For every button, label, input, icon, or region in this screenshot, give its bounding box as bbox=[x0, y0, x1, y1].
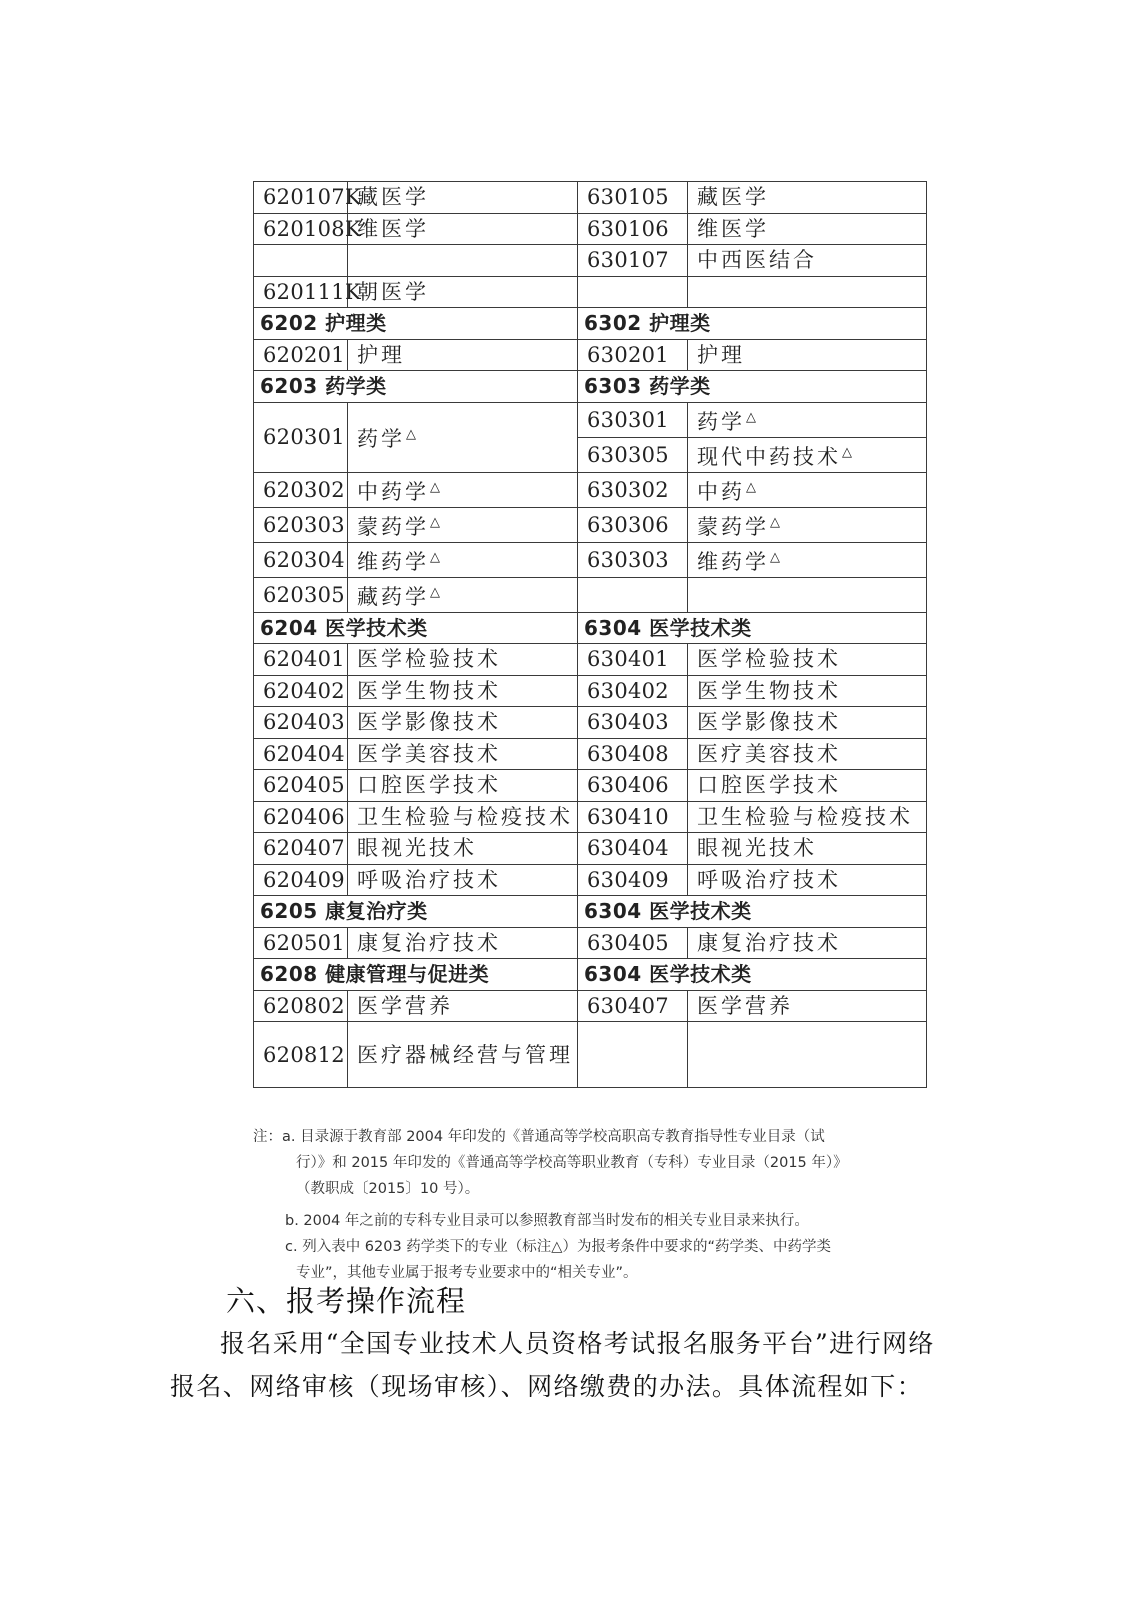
category-right bbox=[578, 959, 927, 991]
table-row bbox=[254, 339, 927, 371]
code-left-text: 620802 bbox=[263, 993, 345, 1018]
major-right-text: 蒙药学 bbox=[697, 514, 769, 539]
code-right-text: 630201 bbox=[587, 342, 669, 367]
category-header-row bbox=[254, 612, 927, 644]
code-left-text: 620403 bbox=[263, 710, 345, 735]
code-left-text: 620404 bbox=[263, 741, 345, 766]
major-left bbox=[348, 472, 578, 507]
major-left bbox=[348, 542, 578, 577]
code-left-text: 620201 bbox=[263, 342, 345, 367]
table-row bbox=[254, 864, 927, 896]
code-right-text: 630306 bbox=[587, 512, 669, 537]
category-left-text: 6203 药学类 bbox=[260, 374, 387, 399]
code-right bbox=[578, 675, 688, 707]
category-left bbox=[254, 896, 578, 928]
table-notes bbox=[253, 1124, 933, 1286]
code-left bbox=[254, 707, 348, 739]
major-right bbox=[688, 402, 927, 437]
major-right-text: 康复治疗技术 bbox=[697, 930, 841, 955]
code-right-text: 630303 bbox=[587, 547, 669, 572]
category-right bbox=[578, 308, 927, 340]
category-left bbox=[254, 959, 578, 991]
table-row bbox=[254, 276, 927, 308]
table-row bbox=[254, 245, 927, 277]
code-right-text: 630403 bbox=[587, 710, 669, 735]
table-row bbox=[254, 738, 927, 770]
table-row bbox=[254, 770, 927, 802]
code-right bbox=[578, 437, 688, 472]
code-right-text: 630409 bbox=[587, 867, 669, 892]
code-right-text: 630106 bbox=[587, 216, 669, 241]
major-left bbox=[348, 213, 578, 245]
major-left bbox=[348, 707, 578, 739]
code-right bbox=[578, 577, 688, 612]
major-left-text: 维药学 bbox=[357, 549, 429, 574]
major-right-text: 维药学 bbox=[697, 549, 769, 574]
category-left bbox=[254, 308, 578, 340]
major-right bbox=[688, 577, 927, 612]
major-right-text: 医学检验技术 bbox=[697, 647, 841, 672]
major-left bbox=[348, 738, 578, 770]
major-right bbox=[688, 801, 927, 833]
code-right bbox=[578, 507, 688, 542]
major-right bbox=[688, 507, 927, 542]
table-row bbox=[254, 707, 927, 739]
major-right-text: 中药 bbox=[697, 479, 745, 504]
major-left-text: 医学检验技术 bbox=[357, 647, 501, 672]
code-right-text: 630408 bbox=[587, 741, 669, 766]
major-right bbox=[688, 437, 927, 472]
paragraph-line-1: 报名采用“全国专业技术人员资格考试报名服务平台”进行网络 bbox=[220, 1329, 935, 1358]
note-c-line2: 专业”，其他专业属于报考专业要求中的“相关专业”。 bbox=[296, 1265, 638, 1281]
code-right-text: 630107 bbox=[587, 248, 669, 273]
code-left-text: 620812 bbox=[263, 1042, 345, 1067]
category-left bbox=[254, 371, 578, 403]
major-right bbox=[688, 833, 927, 865]
code-left bbox=[254, 213, 361, 245]
major-left bbox=[348, 801, 578, 833]
category-header-row bbox=[254, 959, 927, 991]
major-left-text: 医学营养 bbox=[357, 993, 453, 1018]
major-right-text: 药学 bbox=[697, 409, 745, 434]
major-left-text: 康复治疗技术 bbox=[357, 930, 501, 955]
table-row bbox=[254, 402, 927, 437]
code-right bbox=[578, 182, 688, 214]
major-right-text: 医学生物技术 bbox=[697, 678, 841, 703]
note-b: b. 2004 年之前的专科专业目录可以参照教育部当时发布的相关专业目录来执行。 bbox=[285, 1213, 809, 1229]
major-right-text: 现代中药技术 bbox=[697, 444, 841, 469]
major-right-text: 眼视光技术 bbox=[697, 836, 817, 861]
section-heading: 六、报考操作流程 bbox=[226, 1284, 467, 1318]
major-left bbox=[348, 990, 578, 1022]
category-left-text: 6208 健康管理与促进类 bbox=[260, 962, 490, 987]
note-c-line1: c. 列入表中 6203 药学类下的专业（标注△）为报考条件中要求的“药学类、中药学类 bbox=[285, 1239, 831, 1255]
triangle-mark-icon: △ bbox=[430, 584, 440, 600]
major-right-text: 呼吸治疗技术 bbox=[697, 867, 841, 892]
code-left bbox=[254, 402, 348, 472]
code-left-text: 620409 bbox=[263, 867, 345, 892]
table-row bbox=[254, 542, 927, 577]
major-right bbox=[688, 864, 927, 896]
major-right-text: 卫生检验与检疫技术 bbox=[697, 804, 913, 829]
code-right bbox=[578, 213, 688, 245]
code-right bbox=[578, 245, 688, 277]
code-right bbox=[578, 276, 688, 308]
code-left bbox=[254, 738, 348, 770]
code-left-text: 620108K bbox=[263, 216, 361, 241]
major-left-text: 呼吸治疗技术 bbox=[357, 867, 501, 892]
code-left bbox=[254, 276, 361, 308]
table-row bbox=[254, 577, 927, 612]
code-left bbox=[254, 864, 348, 896]
note-a-line2: 行）》和 2015 年印发的《普通高等学校高等职业教育（专科）专业目录（2015 年）》 bbox=[296, 1155, 848, 1171]
major-right-text: 护理 bbox=[697, 342, 745, 367]
category-left-text: 6204 医学技术类 bbox=[260, 615, 428, 640]
code-left bbox=[254, 542, 348, 577]
code-right-text: 630405 bbox=[587, 930, 669, 955]
table-row bbox=[254, 644, 927, 676]
note-a-line1: 注：a. 目录源于教育部 2004 年印发的《普通高等学校高职高专教育指导性专业目录（试 bbox=[253, 1129, 825, 1145]
code-right-text: 630401 bbox=[587, 647, 669, 672]
code-left-text: 620402 bbox=[263, 678, 345, 703]
category-right-text: 6303 药学类 bbox=[584, 374, 711, 399]
major-left bbox=[348, 927, 578, 959]
category-right-text: 6304 医学技术类 bbox=[584, 962, 752, 987]
table-row bbox=[254, 801, 927, 833]
major-right bbox=[688, 990, 927, 1022]
major-left-text: 朝医学 bbox=[357, 279, 429, 304]
major-left-text: 护理 bbox=[357, 342, 405, 367]
code-right bbox=[578, 1022, 688, 1088]
major-left-text: 医学影像技术 bbox=[357, 710, 501, 735]
major-right-text: 维医学 bbox=[697, 216, 769, 241]
major-right bbox=[688, 276, 927, 308]
code-right bbox=[578, 990, 688, 1022]
category-left bbox=[254, 612, 578, 644]
category-left-text: 6205 康复治疗类 bbox=[260, 899, 428, 924]
major-left bbox=[348, 864, 578, 896]
triangle-mark-icon: △ bbox=[430, 479, 440, 495]
code-right-text: 630402 bbox=[587, 678, 669, 703]
major-right bbox=[688, 644, 927, 676]
code-left bbox=[254, 1022, 348, 1088]
table-row bbox=[254, 675, 927, 707]
code-left bbox=[254, 770, 348, 802]
code-left bbox=[254, 182, 361, 214]
code-right bbox=[578, 927, 688, 959]
triangle-mark-icon: △ bbox=[770, 549, 780, 565]
major-left-text: 医学美容技术 bbox=[357, 741, 501, 766]
category-right-text: 6304 医学技术类 bbox=[584, 899, 752, 924]
major-left-text: 蒙药学 bbox=[357, 514, 429, 539]
major-right-text: 医疗美容技术 bbox=[697, 741, 841, 766]
major-left-text: 卫生检验与检疫技术 bbox=[357, 804, 573, 829]
code-right bbox=[578, 738, 688, 770]
code-right bbox=[578, 770, 688, 802]
code-left-text: 620302 bbox=[263, 477, 345, 502]
code-right-text: 630302 bbox=[587, 477, 669, 502]
major-left bbox=[348, 276, 578, 308]
code-left bbox=[254, 472, 348, 507]
code-left bbox=[254, 990, 348, 1022]
code-right bbox=[578, 472, 688, 507]
code-right-text: 630410 bbox=[587, 804, 669, 829]
major-right bbox=[688, 1022, 927, 1088]
code-left-text: 620406 bbox=[263, 804, 345, 829]
code-left bbox=[254, 675, 348, 707]
category-header-row bbox=[254, 896, 927, 928]
major-left bbox=[348, 339, 578, 371]
code-left bbox=[254, 339, 348, 371]
major-right-text: 医学营养 bbox=[697, 993, 793, 1018]
paragraph-line-2: 报名、网络审核（现场审核）、网络缴费的办法。具体流程如下： bbox=[170, 1372, 924, 1401]
major-left-text: 医学生物技术 bbox=[357, 678, 501, 703]
table-row bbox=[254, 833, 927, 865]
code-left bbox=[254, 927, 348, 959]
code-right bbox=[578, 542, 688, 577]
triangle-mark-icon: △ bbox=[770, 514, 780, 530]
category-header-row bbox=[254, 371, 927, 403]
major-left-text: 中药学 bbox=[357, 479, 429, 504]
code-left-text: 620405 bbox=[263, 773, 345, 798]
code-left bbox=[254, 577, 348, 612]
major-left bbox=[348, 1022, 578, 1088]
major-left-text: 口腔医学技术 bbox=[357, 773, 501, 798]
category-left-text: 6202 护理类 bbox=[260, 311, 387, 336]
table-row bbox=[254, 990, 927, 1022]
code-left bbox=[254, 507, 348, 542]
code-left-text: 620303 bbox=[263, 512, 345, 537]
note-a-line3: （教职成〔2015〕10 号）。 bbox=[296, 1181, 480, 1197]
code-right bbox=[578, 339, 688, 371]
major-right bbox=[688, 182, 927, 214]
code-right-text: 630105 bbox=[587, 185, 669, 210]
category-right bbox=[578, 612, 927, 644]
triangle-mark-icon: △ bbox=[746, 409, 756, 425]
code-left-text: 620304 bbox=[263, 547, 345, 572]
code-left-text: 620305 bbox=[263, 582, 345, 607]
code-right bbox=[578, 402, 688, 437]
code-left bbox=[254, 801, 348, 833]
table-row bbox=[254, 927, 927, 959]
triangle-mark-icon: △ bbox=[842, 444, 852, 460]
major-left bbox=[348, 770, 578, 802]
major-left-text: 藏药学 bbox=[357, 584, 429, 609]
major-left-text: 药学 bbox=[357, 427, 405, 451]
major-left bbox=[348, 833, 578, 865]
major-right bbox=[688, 472, 927, 507]
code-left-text: 620301 bbox=[263, 425, 345, 449]
major-right bbox=[688, 245, 927, 277]
code-right-text: 630301 bbox=[587, 407, 669, 432]
major-right-text: 中西医结合 bbox=[697, 248, 817, 273]
category-right bbox=[578, 896, 927, 928]
section-paragraph bbox=[170, 1322, 970, 1408]
major-left bbox=[348, 577, 578, 612]
category-header-row bbox=[254, 308, 927, 340]
code-right bbox=[578, 864, 688, 896]
code-left-text: 620407 bbox=[263, 836, 345, 861]
code-right bbox=[578, 833, 688, 865]
major-left bbox=[348, 675, 578, 707]
triangle-mark-icon: △ bbox=[430, 549, 440, 565]
code-left-text: 620501 bbox=[263, 930, 345, 955]
major-left bbox=[348, 182, 578, 214]
major-right bbox=[688, 213, 927, 245]
table-row bbox=[254, 213, 927, 245]
major-left-text: 藏医学 bbox=[357, 185, 429, 210]
table-row bbox=[254, 507, 927, 542]
code-left-text: 620401 bbox=[263, 647, 345, 672]
major-left-text: 眼视光技术 bbox=[357, 836, 477, 861]
code-right-text: 630404 bbox=[587, 836, 669, 861]
major-right bbox=[688, 675, 927, 707]
table-row bbox=[254, 472, 927, 507]
triangle-mark-icon: △ bbox=[746, 479, 756, 495]
major-right-text: 医学影像技术 bbox=[697, 710, 841, 735]
major-left bbox=[348, 644, 578, 676]
major-left-text: 医疗器械经营与管理 bbox=[357, 1042, 573, 1067]
code-right-text: 630406 bbox=[587, 773, 669, 798]
major-left-text: 维医学 bbox=[357, 216, 429, 241]
category-right bbox=[578, 371, 927, 403]
major-right bbox=[688, 707, 927, 739]
code-right bbox=[578, 707, 688, 739]
major-left bbox=[348, 245, 578, 277]
major-right bbox=[688, 770, 927, 802]
code-left bbox=[254, 644, 348, 676]
table-row bbox=[254, 182, 927, 214]
category-right-text: 6302 护理类 bbox=[584, 311, 711, 336]
major-right-text: 口腔医学技术 bbox=[697, 773, 841, 798]
table-row bbox=[254, 1022, 927, 1088]
triangle-mark-icon: △ bbox=[406, 427, 416, 442]
code-right bbox=[578, 801, 688, 833]
code-left bbox=[254, 833, 348, 865]
code-left-text: 620107K bbox=[263, 185, 361, 210]
triangle-mark-icon: △ bbox=[430, 514, 440, 530]
code-left bbox=[254, 245, 348, 277]
code-right bbox=[578, 644, 688, 676]
code-left-text: 620111K bbox=[263, 279, 361, 304]
major-right bbox=[688, 927, 927, 959]
major-left bbox=[348, 507, 578, 542]
major-right bbox=[688, 542, 927, 577]
major-right-text: 藏医学 bbox=[697, 185, 769, 210]
code-right-text: 630305 bbox=[587, 442, 669, 467]
major-left bbox=[348, 402, 578, 472]
code-right-text: 630407 bbox=[587, 993, 669, 1018]
major-comparison-table bbox=[253, 181, 927, 1088]
major-right bbox=[688, 738, 927, 770]
category-right-text: 6304 医学技术类 bbox=[584, 615, 752, 640]
major-right bbox=[688, 339, 927, 371]
